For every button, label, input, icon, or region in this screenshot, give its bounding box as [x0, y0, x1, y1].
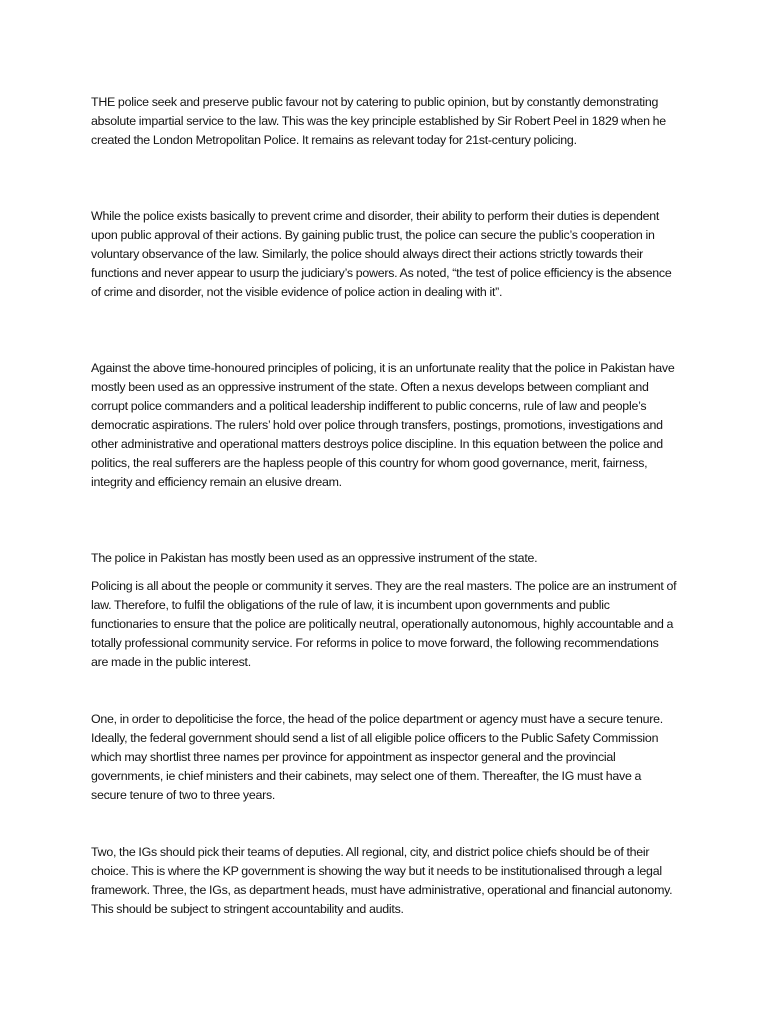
paragraph-public-approval: While the police exists basically to prevent crime and disorder, their ability to perform their duties is dependent upon public approval of their actions. By gaining public trust, the police can secure the public’s cooperation in voluntary observance of the law. Similarly, the police should always direct their actions strictly towards their functions and never appear to usurp the judiciary’s powers. As noted, “the test of police efficiency is the absence of crime and disorder, not the visible evidence of police action in dealing with it”.	[91, 209, 672, 299]
paragraph-pull-quote: The police in Pakistan has mostly been used as an oppressive instrument of the state.	[91, 551, 538, 565]
paragraph-recommendation-one: One, in order to depoliticise the force, the head of the police department or agency must have a secure tenure. Ideally, the federal government should send a list of all eligible police officers to the Public Safety Commission which may shortlist three names per province for appointment as inspector general and the provincial governments, ie chief ministers and their cabinets, may select one of them. Thereafter, the IG must have a secure tenure of two to three years.	[91, 712, 663, 802]
paragraph-intro: THE police seek and preserve public favour not by catering to public opinion, but by constantly demonstrating absolute impartial service to the law. This was the key principle established by Sir Robert Peel in 1829 when he created the London Metropolitan Police. It remains as relevant today for 21st-century policing.	[91, 95, 666, 147]
paragraph-pakistan-reality: Against the above time-honoured principles of policing, it is an unfortunate reality that the police in Pakistan have mostly been used as an oppressive instrument of the state. Often a nexus develops between compliant and corrupt police commanders and a political leadership indifferent to public concerns, rule of law and people’s democratic aspirations. The rulers’ hold over police through transfers, postings, promotions, investigations and other administrative and operational matters destroys police discipline. In this equation between the police and politics, the real sufferers are the hapless people of this country for whom good governance, merit, fairness, integrity and efficiency remain an elusive dream.	[91, 361, 675, 489]
paragraph-community: Policing is all about the people or community it serves. They are the real masters. The police are an instrument of law. Therefore, to fulfil the obligations of the rule of law, it is incumbent upon governments and public functionaries to ensure that the police are politically neutral, operationally autonomous, highly accountable and a totally professional community service. For reforms in police to move forward, the following recommendations are made in the public interest.	[91, 579, 677, 669]
paragraph-recommendation-two: Two, the IGs should pick their teams of deputies. All regional, city, and district police chiefs should be of their choice. This is where the KP government is showing the way but it needs to be institutionalised through a legal framework. Three, the IGs, as department heads, must have administrative, operational and financial autonomy. This should be subject to stringent accountability and audits.	[91, 845, 673, 916]
